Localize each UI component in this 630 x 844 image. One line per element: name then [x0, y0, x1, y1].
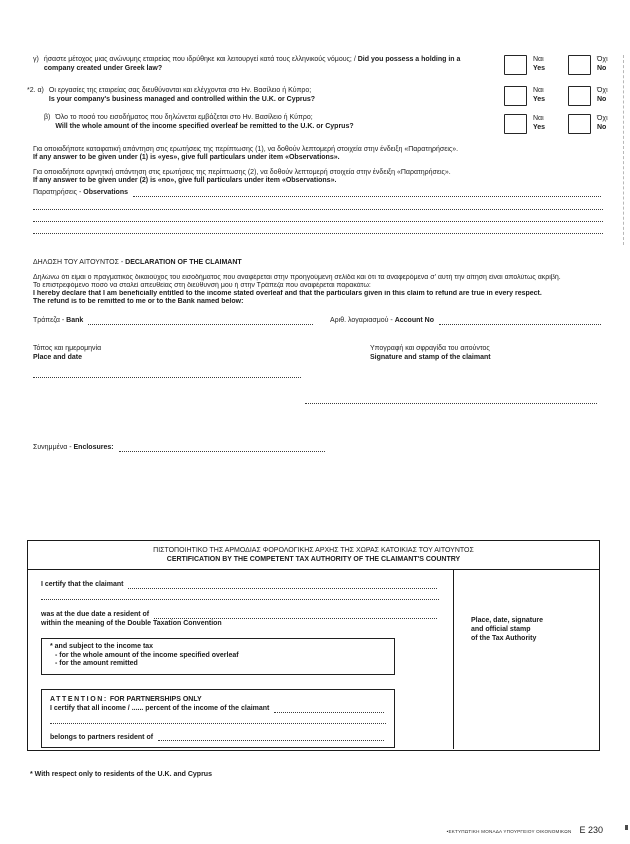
attention-subtitle: FOR PARTNERSHIPS ONLY — [109, 695, 202, 703]
scan-dot-artifact — [625, 825, 628, 830]
note-2-greek: Για οποιαδήποτε αρνητική απάντηση στις ερωτήσεις της περίπτωσης (2), να δοθούν λεπτομερή στοιχεία στην ένδειξη «Παρατηρήσεις». — [33, 169, 451, 176]
declaration-greek-1: Δηλώνω ότι είμαι ο πραγματικός δικαιούχος του εισοδήματος που αναφέρεται στην προηγούμενη σελίδα και ότι τα αναφερόμενα σ' αυτή την αίτηση είναι απολύτως ακριβή. — [33, 274, 561, 281]
question-c — [33, 56, 483, 74]
observations-line-2[interactable] — [33, 221, 603, 222]
declaration-paragraph — [33, 274, 611, 306]
subject-to-tax-box — [41, 638, 395, 675]
instruction-notes — [33, 146, 605, 185]
place-date-english: Place and date — [33, 353, 83, 361]
question-b-choices — [504, 114, 630, 134]
question-c-choices — [504, 55, 630, 75]
note-1-english: If any answer to be given under (1) is «yes», give full particulars under item «Observations». — [33, 154, 340, 161]
printer-credit: •ΕΚΤΥΠΩΤΙΚΗ ΜΟΝΑΔΑ ΥΠΟΥΡΓΕΙΟΥ ΟΙΚΟΝΟΜΙΚΩΝ — [446, 829, 572, 834]
bank-row — [33, 317, 315, 326]
question-c-no-checkbox[interactable] — [568, 55, 591, 75]
question-2a-text — [49, 87, 315, 105]
form-code: E 230 — [579, 825, 603, 835]
page-footer — [0, 825, 603, 837]
certification-title-english: CERTIFICATION BY THE COMPETENT TAX AUTHORITY OF THE CLAIMANT'S COUNTRY — [166, 556, 461, 563]
certification-body — [28, 570, 599, 749]
attention-partners-label: belongs to partners resident of — [50, 733, 154, 741]
bank-field[interactable] — [88, 318, 313, 325]
question-c-english: Did you possess a holding in a company created under Greek law? — [43, 56, 461, 72]
certify-claimant-field[interactable] — [128, 582, 437, 589]
certification-left-column — [28, 570, 453, 749]
observations-line-3[interactable] — [33, 233, 603, 234]
question-2a-greek: Οι εργασίες της εταιρείας σας διευθύνονται και ελέγχονται στο Ην. Βασίλειο ή Κύπρο; — [48, 87, 312, 94]
footnote-text: * With respect only to residents of the U.K. and Cyprus — [30, 771, 212, 778]
question-b-greek: Όλο το ποσό του εισοδήματος που δηλώνεται εμβάζεται στο Ην. Βασίλειο ή Κύπρο; — [55, 114, 313, 121]
subject-line-1: * and subject to the income tax — [50, 643, 154, 651]
question-2a-choices — [504, 86, 630, 106]
question-c-yes-label: Ναι Yes — [533, 56, 546, 72]
footnote — [30, 771, 212, 780]
signature-english: Signature and stamp of the claimant — [370, 353, 491, 361]
resident-row — [41, 611, 439, 620]
question-2a-yes-label: Ναι Yes — [533, 87, 546, 103]
certify-claimant-label: I certify that the claimant — [41, 581, 124, 588]
scan-edge-artifact — [623, 55, 624, 245]
question-b-no-label: Όχι No — [597, 115, 608, 131]
signature-label — [370, 345, 491, 362]
question-2a-yes-checkbox[interactable] — [504, 86, 527, 106]
place-date-label — [33, 345, 101, 362]
question-2a — [27, 87, 489, 105]
question-b-yes-checkbox[interactable] — [504, 114, 527, 134]
attention-income-line-2[interactable] — [50, 723, 386, 724]
declaration-greek-2: Το επιστρεφόμενο ποσό να σταλεί απευθείας στη διεύθυνσή μου ή στην Τράπεζα που αναφέρεται παρακάτω: — [33, 282, 371, 289]
question-b-text — [55, 114, 353, 132]
within-meaning-label: within the meaning of the Double Taxation Convention — [41, 619, 222, 627]
observations-line-1[interactable] — [33, 209, 603, 210]
question-2a-no-checkbox[interactable] — [568, 86, 591, 106]
observations-field[interactable] — [133, 190, 601, 197]
attention-title: ATTENTION: — [50, 695, 108, 703]
declaration-heading-greek: ΔΗΛΩΣΗ ΤΟΥ ΑΙΤΟΥΝΤΟΣ - — [33, 259, 124, 266]
signature-field[interactable] — [305, 403, 597, 404]
question-c-no-label: Όχι No — [597, 56, 608, 72]
question-b-english: Will the whole amount of the income specified overleaf be remitted to the U.K. or Cyprus? — [55, 122, 354, 130]
attention-partners-row — [50, 734, 386, 743]
question-c-yes-checkbox[interactable] — [504, 55, 527, 75]
question-b-no-checkbox[interactable] — [568, 114, 591, 134]
certification-title-greek: ΠΙΣΤΟΠΟΙΗΤΙΚΟ ΤΗΣ ΑΡΜΟΔΙΑΣ ΦΟΡΟΛΟΓΙΚΗΣ ΑΡΧΗΣ ΤΗΣ ΧΩΡΑΣ ΚΑΤΟΙΚΙΑΣ ΤΟΥ ΑΙΤΟΥΝΤΟΣ — [153, 547, 474, 554]
observations-label: Παρατηρήσεις - Observations — [33, 189, 129, 196]
attention-income-label: I certify that all income / ...... percent of the income of the claimant — [50, 705, 270, 713]
declaration-heading-english: DECLARATION OF THE CLAIMANT — [125, 259, 242, 266]
enclosures-field[interactable] — [119, 445, 325, 452]
account-label: Αριθ. λογαριασμού - Account No — [330, 317, 434, 324]
question-c-greek: ήσαστε μέτοχος μιας ανώνυμης εταιρείας που ιδρύθηκε και λειτουργεί κατά τους ελληνικούς νόμους; / — [43, 56, 356, 63]
stamp-line-3: of the Tax Authority — [471, 635, 537, 642]
question-2a-no-label: Όχι No — [597, 87, 608, 103]
declaration-heading — [33, 259, 242, 268]
declaration-english-1: I hereby declare that I am beneficially entitled to the income stated overleaf and that the particulars given in this claim to refund are true in every respect. — [33, 290, 542, 297]
certify-claimant-row — [41, 581, 439, 590]
declaration-english-2: The refund is to be remitted to me or to the Bank named below: — [33, 298, 244, 305]
question-c-text — [44, 56, 483, 74]
bank-label: Τράπεζα - Bank — [33, 317, 84, 324]
question-2a-english: Is your company's business managed and controlled within the U.K. or Cyprus? — [48, 95, 316, 103]
question-2a-number: *2. α) — [27, 87, 44, 94]
signature-greek: Υπογραφή και σφραγίδα του αιτούντος — [370, 345, 490, 352]
attention-income-field[interactable] — [274, 706, 384, 713]
subject-line-2: - for the whole amount of the income specified overleaf — [55, 651, 239, 659]
account-field[interactable] — [439, 318, 601, 325]
stamp-line-2: and official stamp — [471, 626, 531, 633]
resident-field[interactable] — [154, 612, 437, 619]
subject-line-3: - for the amount remitted — [55, 660, 138, 668]
question-b-yes-label: Ναι Yes — [533, 115, 546, 131]
tax-authority-stamp-area — [453, 570, 599, 749]
account-row — [330, 317, 603, 326]
place-date-greek: Τόπος και ημερομηνία — [33, 345, 102, 352]
certify-claimant-line-2[interactable] — [41, 599, 439, 600]
resident-label: was at the due date a resident of — [41, 610, 150, 618]
attention-income-row — [50, 705, 386, 714]
attention-partners-field[interactable] — [158, 734, 384, 741]
certification-header — [28, 541, 599, 570]
observations-row — [33, 189, 603, 198]
question-b-number: β) — [44, 114, 51, 121]
note-1-greek: Για οποιαδήποτε καταφατική απάντηση στις ερωτήσεις της περίπτωσης (1), να δοθούν λεπτομερή στοιχεία στην ένδειξη «Παρατηρήσεις». — [33, 146, 459, 153]
question-c-number: γ) — [33, 56, 39, 63]
certification-box — [27, 540, 600, 751]
enclosures-row — [33, 444, 327, 453]
place-date-field[interactable] — [33, 377, 301, 378]
note-2-english: If any answer to be given under (2) is «no», give full particulars under item «Observations». — [33, 177, 337, 184]
stamp-line-1: Place, date, signature — [471, 617, 543, 624]
enclosures-label: Συνημμένα - Enclosures: — [33, 444, 114, 451]
attention-box — [41, 689, 395, 749]
question-b — [44, 114, 494, 132]
